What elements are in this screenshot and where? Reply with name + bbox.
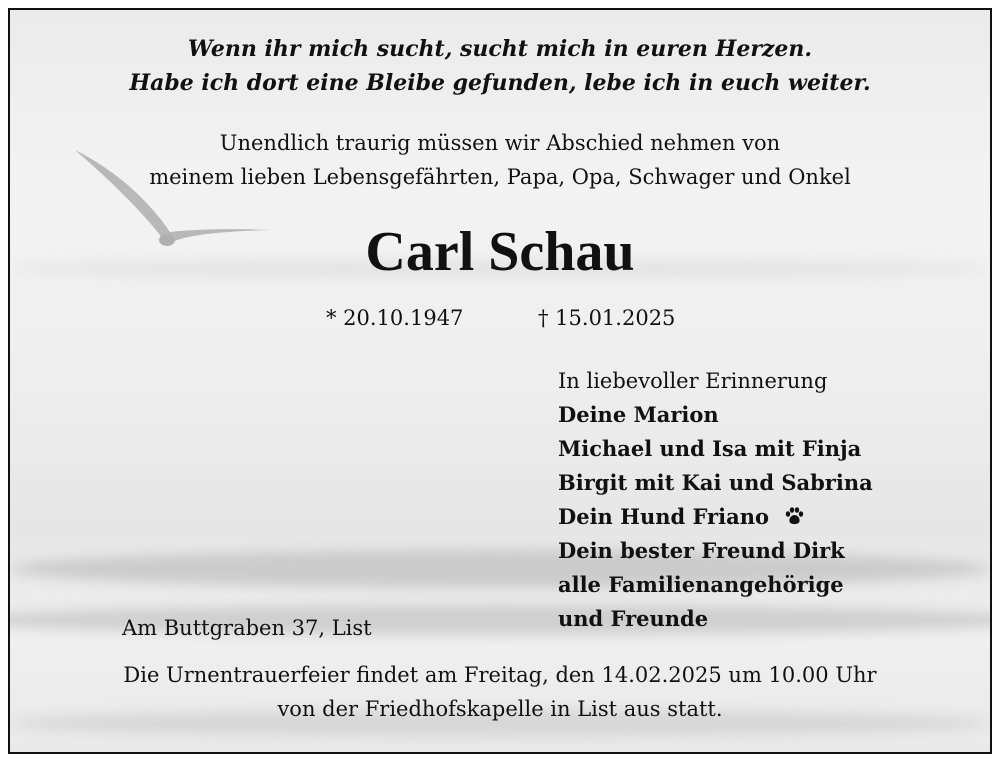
family-heading: In liebevoller Erinnerung xyxy=(558,369,828,393)
intro-line: Unendlich traurig müssen wir Abschied nehmen von xyxy=(219,131,781,155)
ceremony-info xyxy=(10,658,990,726)
family-member: und Freunde xyxy=(558,606,709,631)
family-member: alle Familienangehörige xyxy=(558,572,844,597)
ceremony-line: von der Friedhofskapelle in List aus statt. xyxy=(277,697,723,721)
family-member: Birgit mit Kai und Sabrina xyxy=(558,470,873,495)
intro-line: meinem lieben Lebensgefährten, Papa, Opa, Schwager und Onkel xyxy=(149,165,851,189)
intro-text xyxy=(10,126,990,194)
death-date: † 15.01.2025 xyxy=(538,306,676,330)
motto xyxy=(10,32,990,100)
deceased-name: Carl Schau xyxy=(365,221,635,283)
motto-line: Wenn ihr mich sucht, sucht mich in euren Herzen. xyxy=(187,36,813,62)
paw-icon xyxy=(784,506,804,526)
family-member: Michael und Isa mit Finja xyxy=(558,436,862,461)
ceremony-line: Die Urnentrauerfeier findet am Freitag, den 14.02.2025 um 10.00 Uhr xyxy=(123,663,877,687)
obituary-frame xyxy=(8,8,992,754)
address: Am Buttgraben 37, List xyxy=(122,616,372,640)
family-member: Dein Hund Friano xyxy=(558,504,769,529)
motto-line: Habe ich dort eine Bleibe gefunden, lebe ich in euch weiter. xyxy=(129,70,871,96)
family-member: Dein bester Freund Dirk xyxy=(558,538,845,563)
family-block xyxy=(558,364,873,636)
family-member-dog xyxy=(558,500,873,534)
birth-date: * 20.10.1947 xyxy=(326,306,464,330)
family-member: Deine Marion xyxy=(558,402,719,427)
